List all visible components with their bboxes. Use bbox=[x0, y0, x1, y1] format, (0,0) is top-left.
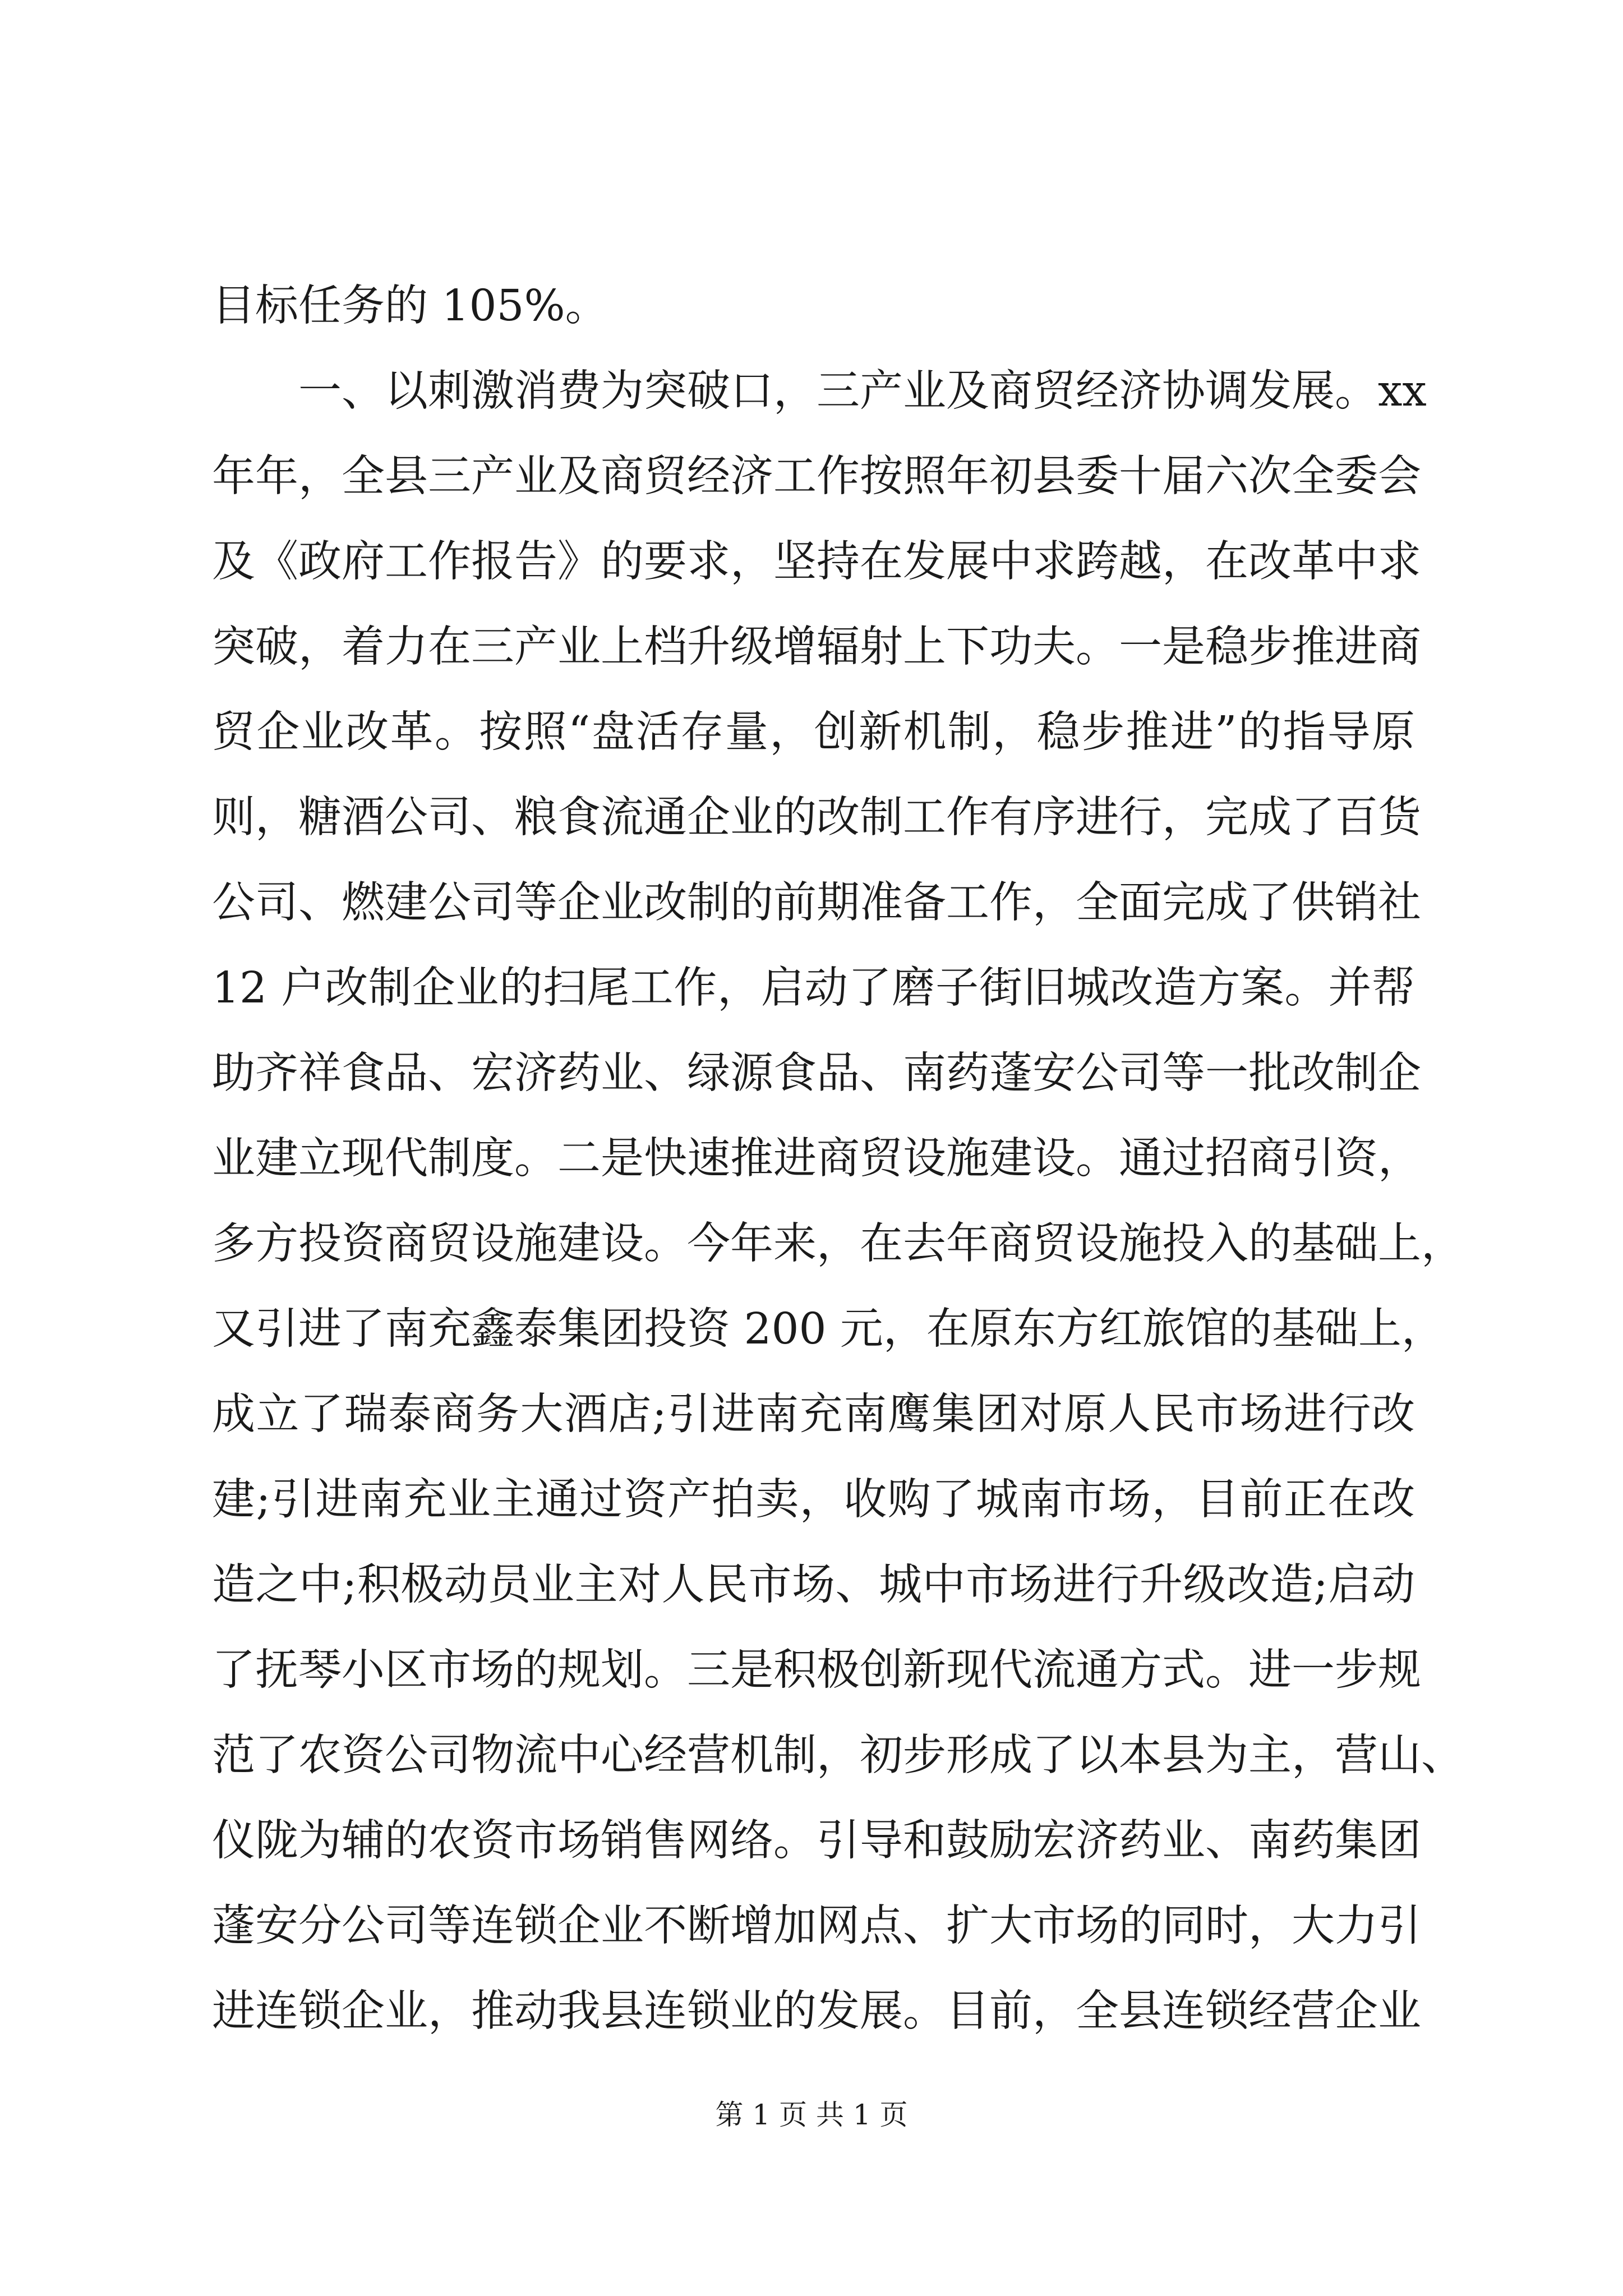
paragraph-line: 造之中;积极动员业主对人民市场、城中市场进行升级改造;启动 bbox=[212, 1560, 1415, 1610]
paragraph-line: 则，糖酒公司、粮食流通企业的改制工作有序进行，完成了百货 bbox=[212, 793, 1421, 843]
paragraph-line: 多方投资商贸设施建设。今年来，在去年商贸设施投入的基础上， bbox=[212, 1219, 1464, 1269]
paragraph-line: 目标任务的 105%。 bbox=[212, 281, 608, 331]
paragraph-line: 进连锁企业，推动我县连锁业的发展。目前，全县连锁经营企业 bbox=[212, 1986, 1421, 2036]
paragraph-line: 又引进了南充鑫泰集团投资 200 元，在原东方红旅馆的基础上， bbox=[212, 1304, 1445, 1354]
paragraph-line: 一、以刺激消费为突破口，三产业及商贸经济协调发展。xx bbox=[298, 366, 1427, 416]
paragraph-line: 建;引进南充业主通过资产拍卖，收购了城南市场，目前正在改 bbox=[212, 1475, 1415, 1525]
paragraph-line: 及《政府工作报告》的要求，坚持在发展中求跨越，在改革中求 bbox=[212, 537, 1421, 587]
paragraph-line: 范了农资公司物流中心经营机制，初步形成了以本县为主，营山、 bbox=[212, 1731, 1464, 1780]
paragraph-line: 成立了瑞泰商务大酒店;引进南充南鹰集团对原人民市场进行改 bbox=[212, 1389, 1415, 1439]
paragraph-line: 12 户改制企业的扫尾工作，启动了磨子街旧城改造方案。并帮 bbox=[212, 963, 1415, 1013]
paragraph-line: 公司、燃建公司等企业改制的前期准备工作，全面完成了供销社 bbox=[212, 878, 1421, 928]
paragraph-line: 仪陇为辅的农资市场销售网络。引导和鼓励宏济药业、南药集团 bbox=[212, 1816, 1421, 1866]
paragraph-line: 业建立现代制度。二是快速推进商贸设施建设。通过招商引资， bbox=[212, 1134, 1421, 1184]
paragraph-line: 助齐祥食品、宏济药业、绿源食品、南药蓬安公司等一批改制企 bbox=[212, 1048, 1421, 1098]
document-body bbox=[212, 264, 1464, 2054]
page-number-footer: 第 1 页 共 1 页 bbox=[715, 2099, 908, 2131]
paragraph-line: 了抚琴小区市场的规划。三是积极创新现代流通方式。进一步规 bbox=[212, 1645, 1421, 1695]
paragraph-line: 蓬安分公司等连锁企业不断增加网点、扩大市场的同时，大力引 bbox=[212, 1901, 1421, 1951]
paragraph-line: 贸企业改革。按照“盘活存量，创新机制，稳步推进”的指导原 bbox=[212, 707, 1415, 757]
paragraph-line: 突破，着力在三产业上档升级增辐射上下功夫。一是稳步推进商 bbox=[212, 622, 1421, 672]
paragraph-line: 年年，全县三产业及商贸经济工作按照年初县委十届六次全委会 bbox=[212, 452, 1421, 501]
